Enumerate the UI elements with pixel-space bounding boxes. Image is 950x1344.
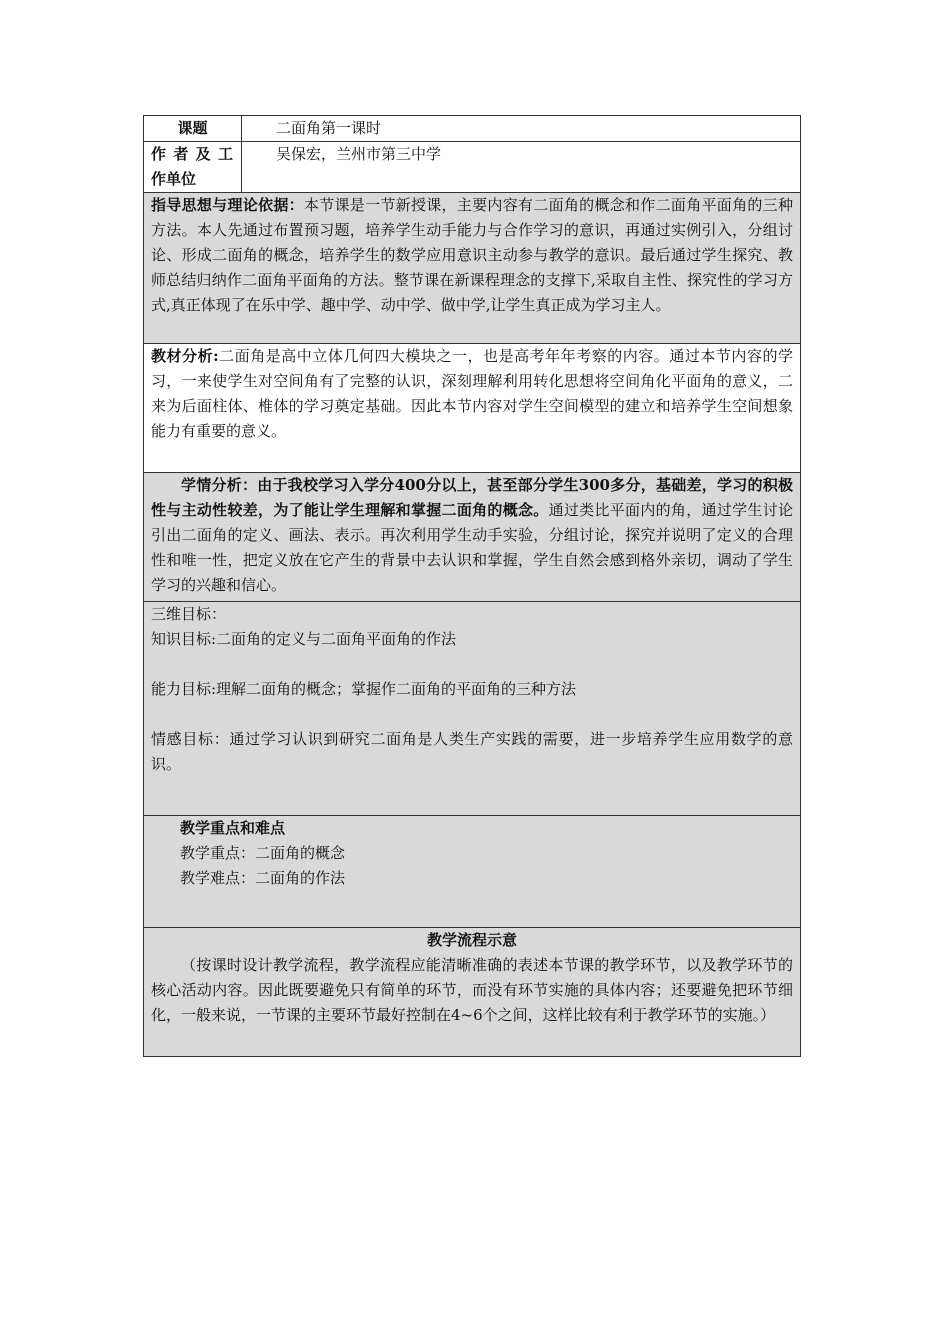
keypoints-section [144, 816, 801, 928]
author-label-line-2: 作单位 [151, 170, 197, 188]
author-label [144, 142, 242, 193]
keypoints-row [144, 816, 801, 928]
keypoints-title: 教学重点和难点 [180, 819, 286, 837]
author-value: 吴保宏，兰州市第三中学 [242, 142, 801, 193]
goal-emotion: 情感目标：通过学习认识到研究二面角是人类生产实践的需要，进一步培养学生应用数学的意识。 [151, 730, 793, 773]
author-row [144, 142, 801, 193]
material-section [144, 344, 801, 473]
goal-knowledge: 知识目标:二面角的定义与二面角平面角的作法 [151, 630, 457, 648]
goal-ability: 能力目标:理解二面角的概念；掌握作二面角的平面角的三种方法 [151, 680, 577, 698]
students-bold-text: 学情分析：由于我校学习入学分400分以上，甚至部分学生300多分，基础差，学习的积极性与主动性较差，为了能让学生理解和掌握二面角的概念。 [151, 476, 793, 519]
lesson-plan-table [143, 115, 801, 1057]
topic-label: 课题 [144, 116, 242, 142]
guide-section [144, 193, 801, 344]
guide-title: 指导思想与理论依据： [151, 196, 304, 214]
author-label-line-1: 作 者 及 工 [151, 145, 234, 163]
flow-row [144, 928, 801, 1057]
keypoint-focus: 教学重点：二面角的概念 [180, 844, 346, 862]
students-row [144, 473, 801, 602]
goals-title: 三维目标： [151, 605, 227, 623]
lesson-plan-form [143, 115, 800, 1057]
goals-section [144, 602, 801, 816]
students-section [144, 473, 801, 602]
students-text: 通过类比平面内的角，通过学生讨论引出二面角的定义、画法、表示。再次利用学生动手实验，分组讨论，探究并说明了定义的合理性和唯一性，把定义放在它产生的背景中去认识和掌握，学生自然会感到格外亲切，调动了学生学习的兴趣和信心。 [151, 501, 793, 594]
flow-section [144, 928, 801, 1057]
material-text: 二面角是高中立体几何四大模块之一，也是高考年年考察的内容。通过本节内容的学习，一来使学生对空间角有了完整的认识，深刻理解利用转化思想将空间角化平面角的意义，二来为后面柱体、椎体的学习奠定基础。因此本节内容对学生空间模型的建立和培养学生空间想象能力有重要的意义。 [151, 347, 793, 440]
topic-value: 二面角第一课时 [242, 116, 801, 142]
goals-row [144, 602, 801, 816]
guide-text: 本节课是一节新授课，主要内容有二面角的概念和作二面角平面角的三种方法。本人先通过布置预习题，培养学生动手能力与合作学习的意识，再通过实例引入，分组讨论、形成二面角的概念，培养学生的数学应用意识主动参与教学的意识。最后通过学生探究、教师总结归纳作二面角平面角的方法。整节课在新课程理念的支撑下,采取自主性、探究性的学习方式,真正体现了在乐中学、趣中学、动中学、做中学,让学生真正成为学习主人。 [151, 196, 793, 314]
keypoint-difficulty: 教学难点：二面角的作法 [180, 869, 346, 887]
material-title: 教材分析: [151, 347, 219, 365]
guide-row [144, 193, 801, 344]
flow-title: 教学流程示意 [426, 931, 517, 949]
material-row [144, 344, 801, 473]
flow-text: （按课时设计教学流程，教学流程应能清晰准确的表述本节课的教学环节，以及教学环节的核心活动内容。因此既要避免只有简单的环节，而没有环节实施的具体内容；还要避免把环节细化，一般来说，一节课的主要环节最好控制在4~6个之间，这样比较有利于教学环节的实施。） [151, 956, 793, 1024]
topic-row [144, 116, 801, 142]
